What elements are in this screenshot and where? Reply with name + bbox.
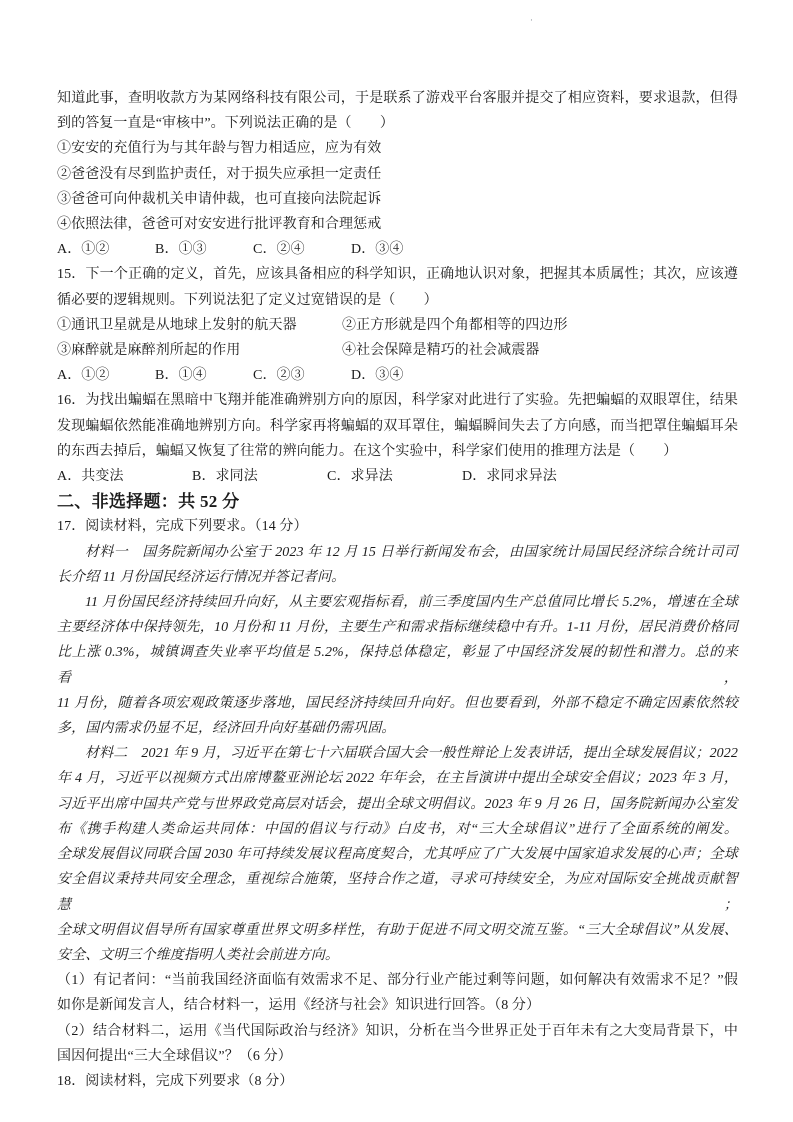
q15-item-1: ①通讯卫星就是从地球上发射的航天器	[57, 317, 297, 333]
q15-items-row-1	[57, 313, 738, 338]
q15-item-4: ④社会保障是精巧的社会减震器	[342, 343, 540, 359]
q18-intro: 18．阅读材料，完成下列要求（8 分）	[57, 1073, 294, 1089]
q17-material2-line-3: 习近平出席中国共产党与世界政党高层对话会，提出全球文明倡议。2023 年 9 月 26 日，国务院新闻办公室发	[57, 796, 738, 812]
q17-sub1-line-2: 如你是新闻发言人，结合材料一，运用《经济与社会》知识进行回答。（8 分）	[57, 998, 541, 1014]
q17-intro: 17．阅读材料，完成下列要求。（14 分）	[57, 519, 308, 535]
q17-material1-line-1: 材料一 国务院新闻办公室于 2023 年 12 月 15 日举行新闻发布会，由国家统计局国民经济综合统计司司	[85, 544, 738, 560]
q16-option-d: D．求同求异法	[462, 469, 557, 485]
q16-options-row	[57, 464, 738, 489]
q16-stem-line-3: 的东西去掉后，蝙蝠又恢复了往常的辨向能力。在这个实验中，科学家们使用的推理方法是（ ）	[57, 443, 678, 459]
q15-stem-line-1: 15．下一个正确的定义，首先，应该具备相应的科学知识，正确地认识对象，把握其本质属性；其次，应该遵	[57, 267, 738, 283]
q17-material2-line-2: 年 4 月，习近平以视频方式出席博鳌亚洲论坛 2022 年年会，在主旨演讲中提出全球安全倡议；2023 年 3 月，	[57, 771, 738, 787]
q16-stem-line-2: 发现蝙蝠依然能准确地辨别方向。科学家再将蝙蝠的双耳罩住，蝙蝠瞬间失去了方向感，而当把罩住蝙蝠耳朵	[57, 418, 738, 434]
q14-item-1: ①安安的充值行为与其年龄与智力相适应，应为有效	[57, 141, 382, 157]
q17-sub2-line-2: 国因何提出“三大全球倡议”？（6 分）	[57, 1048, 292, 1064]
q17-material2-line-1: 材料二 2021 年 9 月，习近平在第七十六届联合国大会一般性辩论上发表讲话，提出全球发展倡议；2022	[85, 746, 738, 762]
q15-option-a: A．①②	[57, 368, 110, 384]
q16-stem-line-1: 16．为找出蝙蝠在黑暗中飞翔并能准确辨别方向的原因，科学家对此进行了实验。先把蝙蝠的双眼罩住，结果	[57, 393, 738, 409]
q14-option-c: C．②④	[253, 242, 305, 258]
section-2-heading: 二、非选择题：共 52 分	[57, 492, 240, 512]
q17-material1-line-6: 11 月份，随着各项宏观政策逐步落地，国民经济持续回升向好。但也要看到，外部不稳定不确定因素依然较	[57, 695, 738, 711]
q15-items-row-2	[57, 338, 738, 363]
q14-option-b: B．①③	[155, 242, 207, 258]
q14-item-3: ③爸爸可向仲裁机关申请仲裁，也可直接向法院起诉	[57, 191, 382, 207]
page-content	[57, 86, 738, 1094]
q17-material2-line-8: 安全、文明三个维度指明人类社会前进方向。	[57, 947, 339, 963]
q15-item-3: ③麻醉就是麻醉剂所起的作用	[57, 343, 241, 359]
q17-sub1-line-1: （1）有记者问：“当前我国经济面临有效需求不足、部分行业产能过剩等问题，如何解决有效需求不足？”假	[57, 973, 738, 989]
q17-material2-line-4: 布《携手构建人类命运共同体：中国的倡议与行动》白皮书，对“三大全球倡议”进行了全面系统的阐发。	[57, 821, 738, 837]
q14-stem-line-2: 到的答复一直是“审核中”。下列说法正确的是（ ）	[57, 116, 394, 132]
q15-option-d: D．③④	[351, 368, 404, 384]
q14-item-2: ②爸爸没有尽到监护责任，对于损失应承担一定责任	[57, 166, 382, 182]
q16-option-a: A．共变法	[57, 469, 124, 485]
q15-item-2: ②正方形就是四个角都相等的四边形	[342, 317, 568, 333]
q17-sub2-line-1: （2）结合材料二，运用《当代国际政治与经济》知识，分析在当今世界正处于百年未有之大变局背景下，中	[57, 1023, 738, 1039]
q17-material2-line-7: 全球文明倡议倡导所有国家尊重世界文明多样性，有助于促进不同文明交流互鉴。“三大全球倡议”从发展、	[57, 922, 738, 938]
stray-ink-mark: ·	[530, 16, 533, 26]
q14-option-d: D．③④	[351, 242, 404, 258]
q17-material1-line-3: 11 月份国民经济持续回升向好，从主要宏观指标看，前三季度国内生产总值同比增长 5.2%，增速在全球	[85, 595, 738, 611]
q17-material1-line-7: 多，国内需求仍显不足，经济回升向好基础仍需巩固。	[57, 721, 396, 737]
q17-material1-line-4: 主要经济体中保持领先，10 月份和 11 月份，主要生产和需求指标继续稳中有升。1-11 月份，居民消费价格同	[57, 620, 738, 636]
q15-option-c: C．②③	[253, 368, 305, 384]
q14-item-4: ④依照法律，爸爸可对安安进行批评教育和合理惩戒	[57, 217, 382, 233]
q17-material1-line-5: 比上涨 0.3%，城镇调查失业率平均值是 5.2%，保持总体稳定，彰显了中国经济发展的韧性和潜力。总的来看，	[57, 645, 738, 686]
q14-stem-line-1: 知道此事，查明收款方为某网络科技有限公司，于是联系了游戏平台客服并提交了相应资料，要求退款，但得	[57, 91, 738, 106]
q16-option-b: B．求同法	[192, 469, 258, 485]
q17-material1-line-2: 长介绍 11 月份国民经济运行情况并答记者问。	[57, 569, 346, 585]
q15-options-row	[57, 363, 738, 388]
q17-material2-line-6: 安全倡议秉持共同安全理念，重视综合施策，坚持合作之道，寻求可持续安全，为应对国际安全挑战贡献智慧；	[57, 872, 738, 913]
q15-option-b: B．①④	[155, 368, 207, 384]
q17-material2-line-5: 全球发展倡议同联合国 2030 年可持续发展议程高度契合，尤其呼应了广大发展中国家追求发展的心声；全球	[57, 847, 738, 863]
q15-stem-line-2: 循必要的逻辑规则。下列说法犯了定义过宽错误的是（ ）	[57, 292, 438, 308]
q14-options-row	[57, 237, 738, 262]
q14-option-a: A．①②	[57, 242, 110, 258]
q16-option-c: C．求异法	[327, 469, 393, 485]
